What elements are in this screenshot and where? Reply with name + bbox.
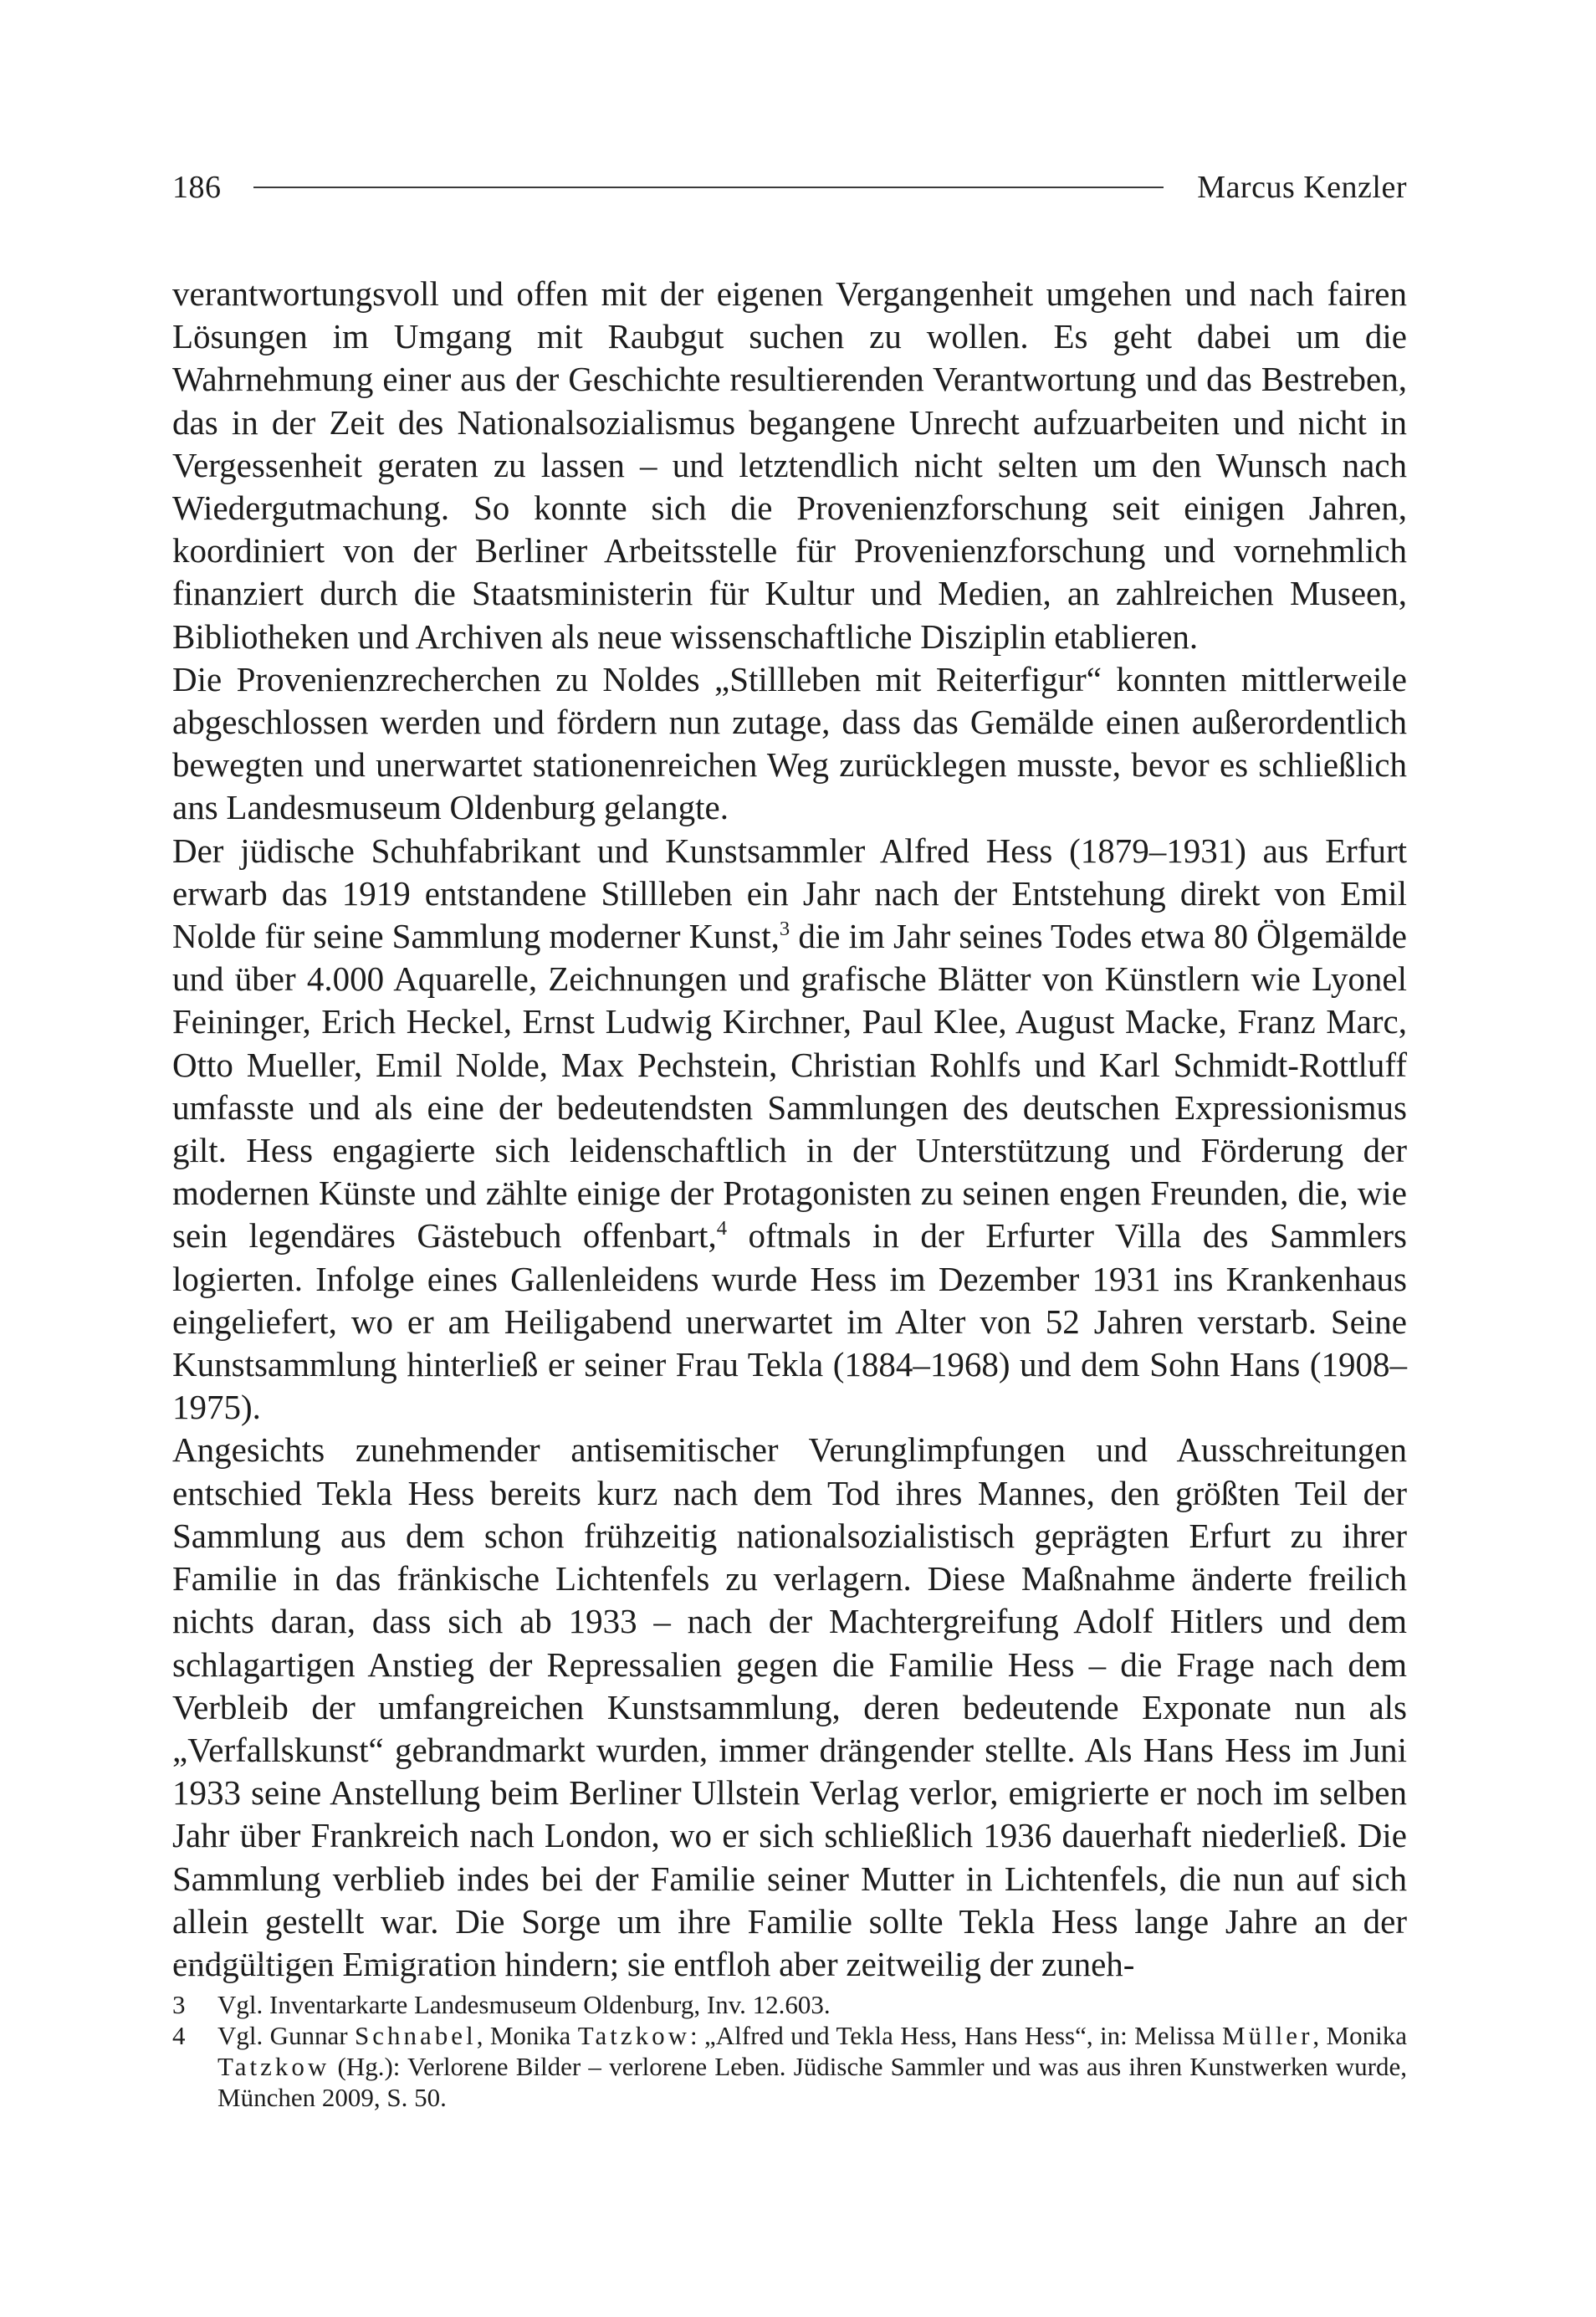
- footnote-4-editor-1: Müller: [1222, 2021, 1313, 2050]
- footnote-separator: [172, 1962, 490, 1963]
- footnote-4-author-1: Schnabel: [355, 2021, 477, 2050]
- paragraph-3-part-a: Der jüdische Schuhfabrikant und Kunstsammler Alfred Hess (1879–1931) aus Erfurt erwarb das 1919 entstandene Stillleben ein Jahr nach der Entstehung direkt von Emil Nolde für seine Sammlung moderner Kunst,: [172, 831, 1407, 956]
- footnote-4-text: [217, 2020, 1407, 2113]
- footnote-4-part-c: : „Alfred und Tekla Hess, Hans Hess“, in: Melissa: [690, 2021, 1223, 2050]
- running-head-author: Marcus Kenzler: [1197, 170, 1407, 205]
- footnote-4: [172, 2020, 1407, 2113]
- footnote-ref-4[interactable]: 4: [716, 1217, 727, 1240]
- footnotes: [172, 1989, 1407, 2113]
- footnote-4-author-2: Tatzkow: [577, 2021, 690, 2050]
- footnote-4-number: 4: [172, 2021, 186, 2050]
- footnote-4-part-e: (Hg.): Verlorene Bilder – verlorene Leben. Jüdische Sammler und was aus ihren Kunstwerken wurde, München 2009, S. 50.: [217, 2052, 1407, 2112]
- running-head: [172, 164, 1407, 211]
- main-text: [172, 273, 1407, 1986]
- footnote-3-text: Vgl. Inventarkarte Landesmuseum Oldenburg, Inv. 12.603.: [217, 1990, 831, 2019]
- footnote-3: [172, 1989, 1407, 2020]
- paragraph-2: Die Provenienzrecherchen zu Noldes „Stillleben mit Reiterfigur“ konnten mittlerweile abgeschlossen werden und fördern nun zutage, dass das Gemälde einen außerordentlich bewegten und unerwartet stationenreichen Weg zurücklegen musste, bevor es schließlich ans Landesmuseum Oldenburg gelangte.: [172, 659, 1407, 827]
- footnote-3-number: 3: [172, 1990, 186, 2019]
- paragraph-1: verantwortungsvoll und offen mit der eigenen Vergangenheit umgehen und nach fairen Lösungen im Umgang mit Raubgut suchen zu wollen. Es geht dabei um die Wahrnehmung einer aus der Geschichte resultierenden Verantwortung und das Bestreben, das in der Zeit des Nationalsozialismus begangene Unrecht aufzuarbeiten und nicht in Vergessenheit geraten zu lassen – und letztendlich nicht selten um den Wunsch nach Wiedergutmachung. So konnte sich die Provenienzforschung seit einigen Jahren, koordiniert von der Berliner Arbeitsstelle für Provenienzforschung und vornehmlich finanziert durch die Staatsministerin für Kultur und Medien, an zahlreichen Museen, Bibliotheken und Archiven als neue wissenschaftliche Disziplin etablieren.: [172, 274, 1407, 656]
- paragraph-3-part-c: oftmals in der Erfurter Villa des Sammlers logierten. Infolge eines Gallenleidens wurde Hess im Dezember 1931 ins Krankenhaus eingeliefert, wo er am Heiligabend unerwartet im Alter von 52 Jahren verstarb. Seine Kunstsammlung hinterließ er seiner Frau Tekla (1884–1968) und dem Sohn Hans (1908–1975).: [172, 1216, 1407, 1427]
- footnote-4-part-d: , Monika: [1312, 2021, 1407, 2050]
- footnote-ref-3[interactable]: 3: [779, 917, 790, 940]
- paragraph-4: Angesichts zunehmender antisemitischer Verunglimpfungen und Ausschreitungen entschied Tekla Hess bereits kurz nach dem Tod ihres Mannes, den größten Teil der Sammlung aus dem schon frühzeitig nationalsozialistisch geprägten Erfurt zu ihrer Familie in das fränkische Lichtenfels zu verlagern. Diese Maßnahme änderte freilich nichts daran, dass sich ab 1933 – nach der Machtergreifung Adolf Hitlers und dem schlagartigen Anstieg der Repressalien gegen die Familie Hess – die Frage nach dem Verbleib der umfangreichen Kunstsammlung, deren bedeutende Exponate nun als „Verfallskunst“ gebrandmarkt wurden, immer drängender stellte. Als Hans Hess im Juni 1933 seine Anstellung beim Berliner Ullstein Verlag verlor, emigrierte er noch im selben Jahr über Frankreich nach London, wo er sich schließlich 1936 dauerhaft niederließ. Die Sammlung verblieb indes bei der Familie seiner Mutter in Lichtenfels, die nun auf sich allein gestellt war. Die Sorge um ihre Familie sollte Tekla Hess lange Jahre an der endgültigen Emigration hindern; sie entfloh aber zeitweilig der zuneh-: [172, 1430, 1407, 1983]
- footnote-4-part-b: , Monika: [476, 2021, 578, 2050]
- paragraph-3-part-b: die im Jahr seines Todes etwa 80 Ölgemälde und über 4.000 Aquarelle, Zeichnungen und grafische Blätter von Künstlern wie Lyonel Feininger, Erich Heckel, Ernst Ludwig Kirchner, Paul Klee, August Macke, Franz Marc, Otto Mueller, Emil Nolde, Max Pechstein, Christian Rohlfs und Karl Schmidt-Rottluff umfasste und als eine der bedeutendsten Sammlungen des deutschen Expressionismus gilt. Hess engagierte sich leidenschaftlich in der Unterstützung und Förderung der modernen Künste und zählte einige der Protagonisten zu seinen engen Freunden, die, wie sein legendäres Gästebuch offenbart,: [172, 917, 1407, 1256]
- footnote-4-part-a: Vgl. Gunnar: [217, 2021, 356, 2050]
- header-rule: [253, 187, 1164, 188]
- footnote-4-editor-2: Tatzkow: [217, 2052, 330, 2081]
- paragraph-3: [172, 830, 1407, 1430]
- page-number: 186: [172, 170, 222, 205]
